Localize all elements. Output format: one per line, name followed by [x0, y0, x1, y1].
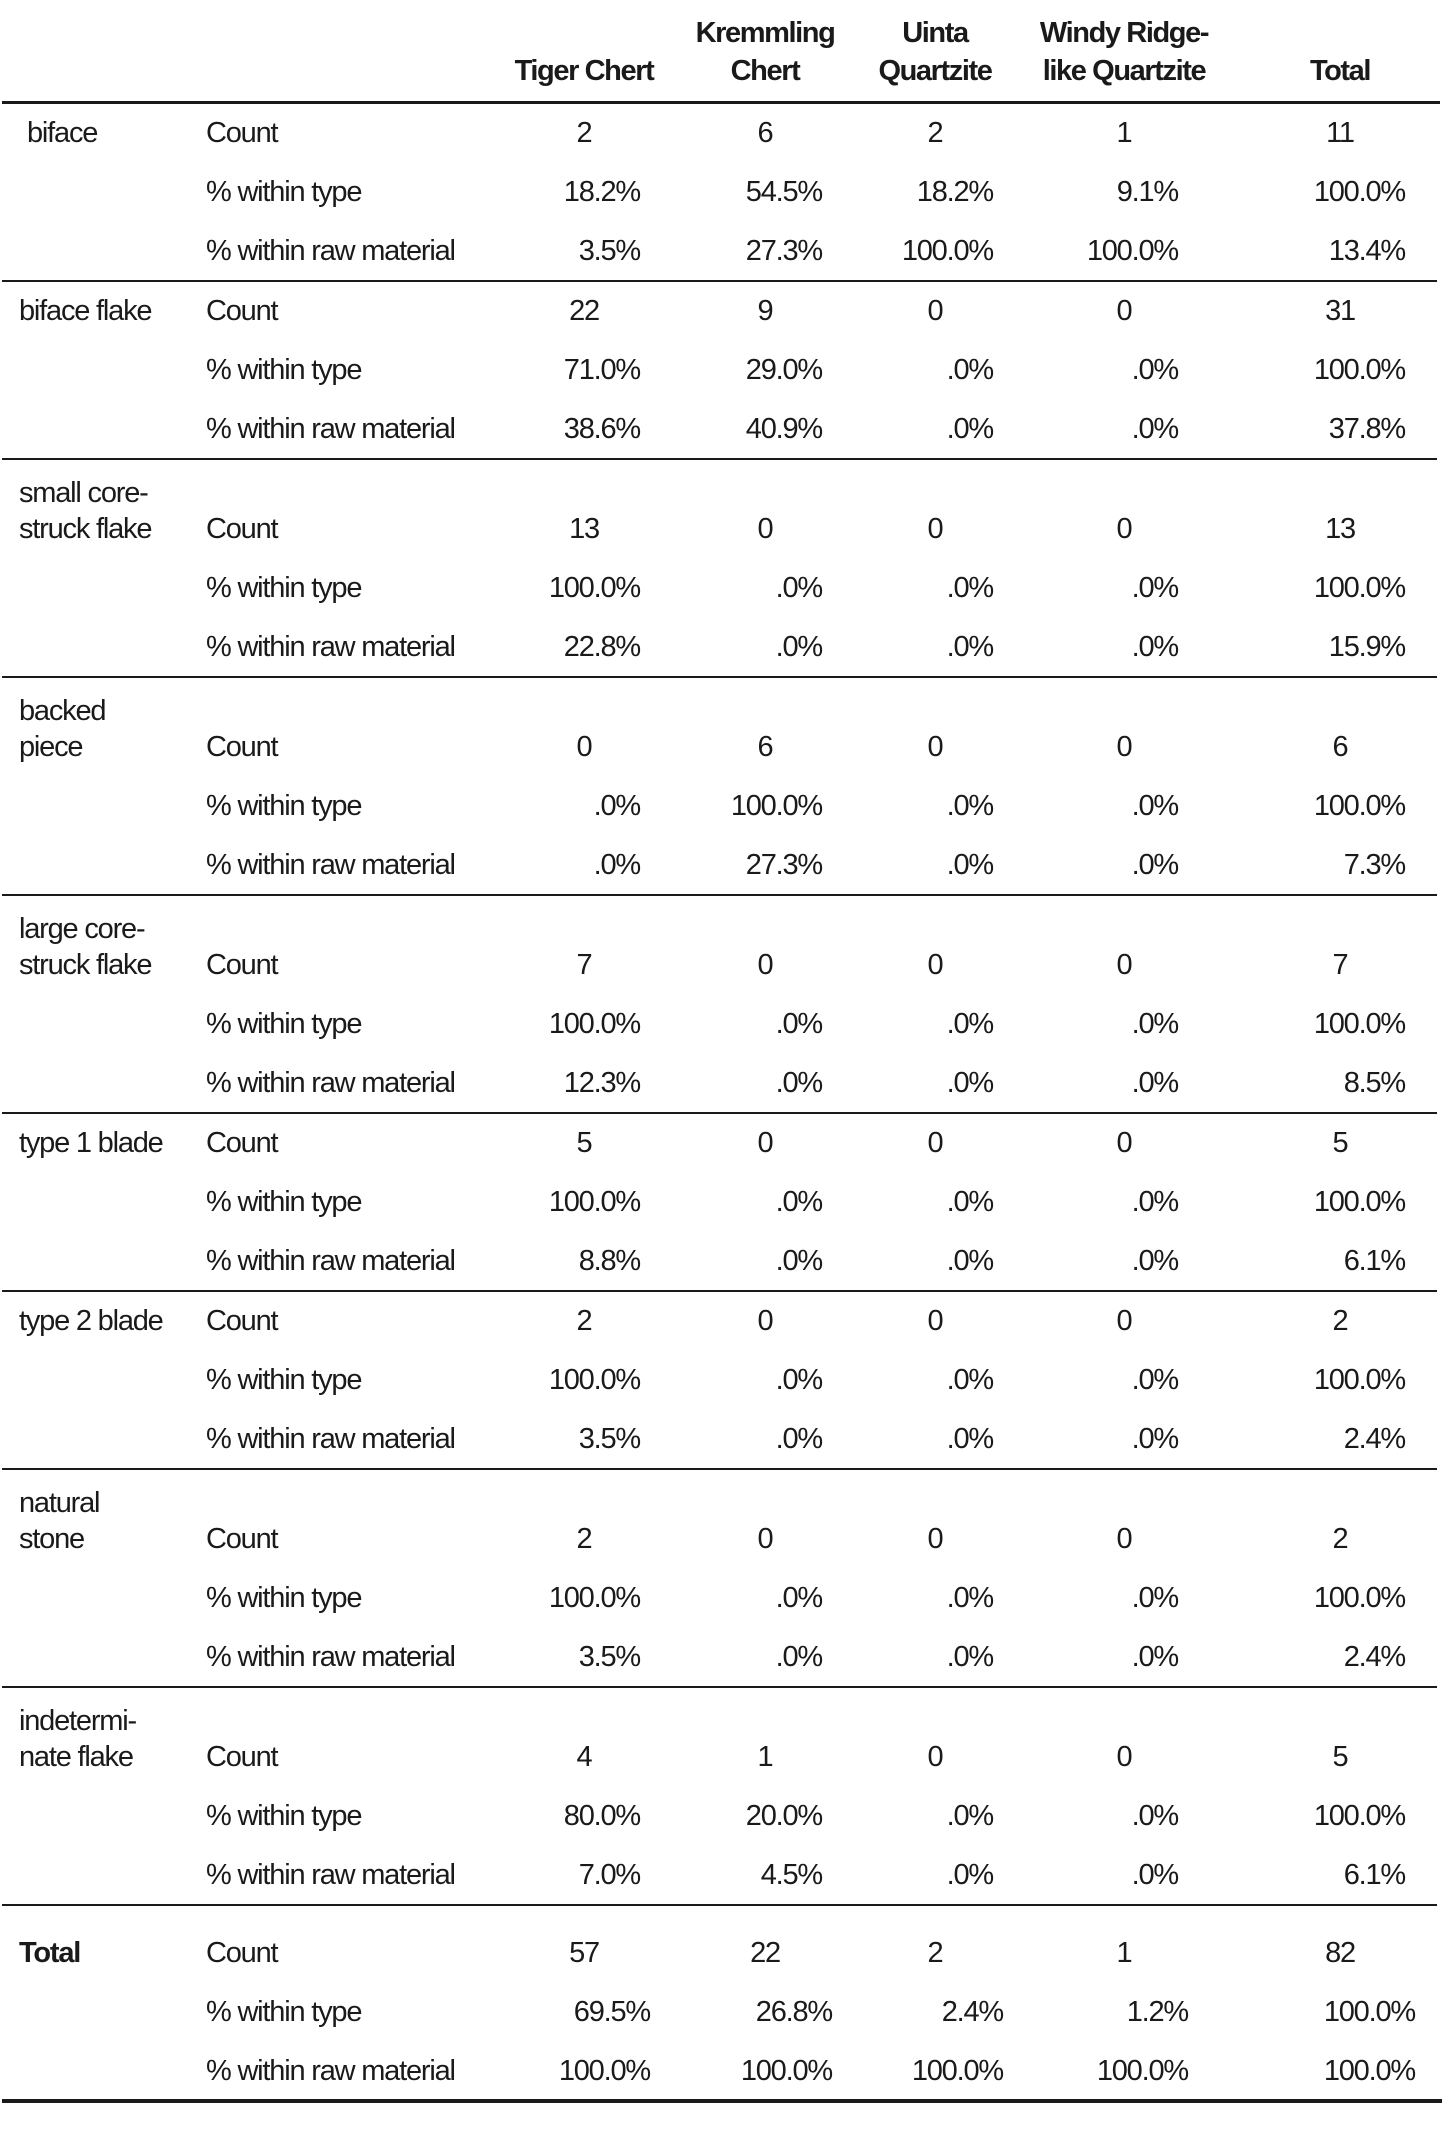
table-cell: 2	[1332, 1523, 1348, 1555]
table-cell: 2.4%	[1343, 1423, 1405, 1455]
table-cell: 100.0%	[911, 2055, 1003, 2087]
table-cell: 0	[927, 731, 943, 763]
table-cell: 0	[1116, 1523, 1132, 1555]
row-group-label: biface	[27, 117, 98, 149]
table-cell: 7.3%	[1343, 849, 1405, 881]
statistic-label: % within type	[206, 1186, 362, 1218]
table-cell: 13.4%	[1328, 235, 1405, 267]
statistic-label: Count	[206, 117, 278, 149]
table-cell: 1	[1116, 117, 1132, 149]
table-cell: .0%	[1131, 572, 1178, 604]
table-cell: .0%	[946, 1641, 993, 1673]
table-cell: 100.0%	[1313, 1582, 1405, 1614]
statistic-label: Count	[206, 731, 278, 763]
table-cell: .0%	[775, 1245, 822, 1277]
table-cell: 82	[1325, 1937, 1355, 1969]
row-group-label: biface flake	[19, 295, 152, 327]
table-cell: 0	[927, 1305, 943, 1337]
row-group-label: struck flake	[19, 949, 152, 981]
table-cell: 40.9%	[745, 413, 822, 445]
row-group-label: struck flake	[19, 513, 152, 545]
table-cell: 0	[757, 513, 773, 545]
table-cell: 100.0%	[1313, 176, 1405, 208]
table-cell: 100.0%	[1086, 235, 1178, 267]
table-cell: 2	[576, 1523, 592, 1555]
statistic-label: % within raw material	[206, 235, 455, 267]
table-cell: 6.1%	[1343, 1245, 1405, 1277]
statistic-label: % within type	[206, 1582, 362, 1614]
statistic-label: % within type	[206, 790, 362, 822]
table-cell: 2	[927, 1937, 943, 1969]
table-cell: 71.0%	[563, 354, 640, 386]
table-cell: 6	[757, 117, 773, 149]
statistic-label: % within raw material	[206, 1245, 455, 1277]
table-cell: 0	[1116, 949, 1132, 981]
table-cell: 100.0%	[1323, 2055, 1415, 2087]
row-group-label: small core-	[19, 477, 148, 509]
table-cell: 2	[576, 117, 592, 149]
group-separator	[2, 676, 1437, 678]
table-cell: .0%	[946, 1800, 993, 1832]
table-cell: 11	[1326, 117, 1354, 149]
statistic-label: % within type	[206, 354, 362, 386]
row-group-label: piece	[19, 731, 83, 763]
table-cell: 100.0%	[740, 2055, 832, 2087]
table-cell: .0%	[775, 1067, 822, 1099]
row-group-label: nate flake	[19, 1741, 133, 1773]
statistic-label: Count	[206, 1937, 278, 1969]
table-cell: 100.0%	[1313, 1800, 1405, 1832]
table-cell: 2	[576, 1305, 592, 1337]
row-group-label: large core-	[19, 913, 145, 945]
table-cell: .0%	[946, 572, 993, 604]
table-cell: .0%	[946, 1008, 993, 1040]
statistic-label: % within raw material	[206, 2055, 455, 2087]
table-cell: .0%	[946, 849, 993, 881]
table-cell: 0	[1116, 295, 1132, 327]
table-cell: 100.0%	[1313, 1008, 1405, 1040]
table-cell: 100.0%	[1313, 790, 1405, 822]
group-separator	[2, 894, 1437, 896]
table-cell: .0%	[1131, 1186, 1178, 1218]
table-cell: 27.3%	[745, 849, 822, 881]
table-cell: 0	[757, 1305, 773, 1337]
table-cell: 9	[757, 295, 773, 327]
group-separator	[2, 1468, 1437, 1470]
statistic-label: Count	[206, 1523, 278, 1555]
table-cell: 3.5%	[578, 1423, 640, 1455]
group-separator	[2, 1904, 1437, 1906]
table-cell: 27.3%	[745, 235, 822, 267]
table-cell: .0%	[1131, 1800, 1178, 1832]
header-rule	[2, 101, 1440, 104]
table-cell: 2.4%	[941, 1996, 1003, 2028]
table-cell: .0%	[946, 1186, 993, 1218]
table-cell: 100.0%	[1313, 354, 1405, 386]
statistic-label: Count	[206, 513, 278, 545]
table-cell: 100.0%	[1313, 1186, 1405, 1218]
table-cell: 54.5%	[745, 176, 822, 208]
table-cell: .0%	[946, 1364, 993, 1396]
table-cell: 26.8%	[755, 1996, 832, 2028]
table-cell: 0	[927, 513, 943, 545]
table-cell: 18.2%	[916, 176, 993, 208]
table-cell: 0	[757, 949, 773, 981]
column-header: Total	[1309, 55, 1371, 87]
table-cell: 100.0%	[901, 235, 993, 267]
table-cell: .0%	[775, 1186, 822, 1218]
table-cell: 22	[569, 295, 599, 327]
column-header: Chert	[730, 55, 800, 87]
column-header: Uinta	[902, 17, 968, 49]
table-cell: 4	[576, 1741, 592, 1773]
table-cell: .0%	[1131, 1641, 1178, 1673]
group-separator	[2, 458, 1437, 460]
statistic-label: % within type	[206, 1800, 362, 1832]
statistic-label: % within raw material	[206, 631, 455, 663]
statistic-label: Count	[206, 1305, 278, 1337]
statistic-label: Count	[206, 949, 278, 981]
table-cell: 31	[1325, 295, 1355, 327]
row-group-label: backed	[19, 695, 106, 727]
table-cell: 2.4%	[1343, 1641, 1405, 1673]
table-cell: 0	[927, 1523, 943, 1555]
table-cell: 12.3%	[563, 1067, 640, 1099]
table-bottom-rule	[2, 2099, 1442, 2103]
table-cell: 100.0%	[548, 1364, 640, 1396]
table-cell: .0%	[775, 1423, 822, 1455]
table-cell: 6.1%	[1343, 1859, 1405, 1891]
table-cell: 29.0%	[745, 354, 822, 386]
table-cell: .0%	[593, 790, 640, 822]
table-cell: 13	[569, 513, 599, 545]
table-cell: 5	[576, 1127, 592, 1159]
table-cell: 100.0%	[558, 2055, 650, 2087]
statistic-label: % within raw material	[206, 1641, 455, 1673]
statistic-label: % within type	[206, 176, 362, 208]
table-cell: 20.0%	[745, 1800, 822, 1832]
column-header: like Quartzite	[1042, 55, 1206, 87]
table-cell: .0%	[1131, 790, 1178, 822]
table-cell: 6	[1332, 731, 1348, 763]
group-separator	[2, 1686, 1437, 1688]
table-cell: 57	[569, 1937, 599, 1969]
table-cell: 0	[1116, 1127, 1132, 1159]
table-cell: 1	[1116, 1937, 1132, 1969]
table-cell: 100.0%	[1096, 2055, 1188, 2087]
table-cell: 0	[1116, 513, 1132, 545]
table-cell: 0	[757, 1127, 773, 1159]
table-cell: 0	[1116, 1305, 1132, 1337]
table-cell: 100.0%	[1313, 572, 1405, 604]
table-cell: 100.0%	[1323, 1996, 1415, 2028]
statistic-label: % within raw material	[206, 413, 455, 445]
table-cell: 2	[1332, 1305, 1348, 1337]
group-separator	[2, 1112, 1437, 1114]
table-cell: 69.5%	[573, 1996, 650, 2028]
statistic-label: % within type	[206, 1008, 362, 1040]
table-cell: 0	[1116, 731, 1132, 763]
table-cell: 7	[576, 949, 592, 981]
table-cell: .0%	[775, 572, 822, 604]
table-cell: 38.6%	[563, 413, 640, 445]
table-cell: 100.0%	[548, 572, 640, 604]
statistic-label: % within raw material	[206, 849, 455, 881]
table-cell: 22.8%	[563, 631, 640, 663]
table-cell: 0	[576, 731, 592, 763]
statistic-label: Count	[206, 295, 278, 327]
table-cell: .0%	[593, 849, 640, 881]
table-cell: 3.5%	[578, 235, 640, 267]
row-group-label: type 2 blade	[19, 1305, 163, 1337]
table-cell: .0%	[1131, 413, 1178, 445]
row-group-label: type 1 blade	[19, 1127, 163, 1159]
statistic-label: % within type	[206, 1996, 362, 2028]
table-cell: 13	[1325, 513, 1355, 545]
table-cell: 80.0%	[563, 1800, 640, 1832]
table-cell: 0	[1116, 1741, 1132, 1773]
table-cell: .0%	[946, 1245, 993, 1277]
table-cell: .0%	[1131, 1245, 1178, 1277]
table-cell: .0%	[946, 1423, 993, 1455]
group-separator	[2, 280, 1437, 282]
table-cell: 7.0%	[578, 1859, 640, 1891]
table-cell: .0%	[946, 1582, 993, 1614]
column-header: Kremmling	[695, 17, 835, 49]
table-cell: .0%	[775, 1008, 822, 1040]
table-cell: .0%	[1131, 1582, 1178, 1614]
statistic-label: % within raw material	[206, 1067, 455, 1099]
table-cell: .0%	[946, 790, 993, 822]
table-cell: 1.2%	[1126, 1996, 1188, 2028]
table-cell: .0%	[1131, 1067, 1178, 1099]
row-group-label: Total	[19, 1937, 81, 1969]
row-group-label: natural	[19, 1487, 100, 1519]
table-cell: .0%	[946, 413, 993, 445]
table-cell: 1	[757, 1741, 773, 1773]
table-cell: .0%	[1131, 849, 1178, 881]
table-cell: .0%	[1131, 631, 1178, 663]
table-cell: 0	[927, 949, 943, 981]
table-cell: 5	[1332, 1741, 1348, 1773]
table-cell: 2	[927, 117, 943, 149]
table-cell: 37.8%	[1328, 413, 1405, 445]
table-cell: 100.0%	[548, 1582, 640, 1614]
statistic-label: Count	[206, 1741, 278, 1773]
column-header: Windy Ridge-	[1039, 17, 1209, 49]
table-cell: .0%	[1131, 1364, 1178, 1396]
table-cell: 100.0%	[1313, 1364, 1405, 1396]
table-cell: 4.5%	[760, 1859, 822, 1891]
table-cell: 100.0%	[730, 790, 822, 822]
table-cell: .0%	[775, 1641, 822, 1673]
table-cell: 100.0%	[548, 1008, 640, 1040]
table-cell: 8.8%	[578, 1245, 640, 1277]
table-cell: .0%	[1131, 354, 1178, 386]
table-cell: 8.5%	[1343, 1067, 1405, 1099]
table-cell: .0%	[775, 1364, 822, 1396]
row-group-label: indetermi-	[19, 1705, 136, 1737]
table-cell: .0%	[775, 1582, 822, 1614]
table-cell: .0%	[1131, 1008, 1178, 1040]
table-cell: .0%	[775, 631, 822, 663]
statistic-label: % within type	[206, 1364, 362, 1396]
table-cell: 100.0%	[548, 1186, 640, 1218]
column-header: Tiger Chert	[514, 55, 654, 87]
group-separator	[2, 1290, 1437, 1292]
table-cell: 0	[757, 1523, 773, 1555]
statistic-label: % within raw material	[206, 1859, 455, 1891]
table-cell: 22	[750, 1937, 780, 1969]
table-cell: .0%	[946, 1067, 993, 1099]
table-cell: 18.2%	[563, 176, 640, 208]
table-cell: 9.1%	[1116, 176, 1178, 208]
statistic-label: Count	[206, 1127, 278, 1159]
table-cell: 6	[757, 731, 773, 763]
statistic-label: % within raw material	[206, 1423, 455, 1455]
table-cell: 3.5%	[578, 1641, 640, 1673]
table-cell: .0%	[1131, 1859, 1178, 1891]
table-cell: 15.9%	[1328, 631, 1405, 663]
table-cell: 5	[1332, 1127, 1348, 1159]
table-cell: 0	[927, 1127, 943, 1159]
table-cell: 0	[927, 1741, 943, 1773]
column-header: Quartzite	[878, 55, 992, 87]
table-cell: .0%	[1131, 1423, 1178, 1455]
table-cell: .0%	[946, 354, 993, 386]
row-group-label: stone	[19, 1523, 84, 1555]
table-cell: 0	[927, 295, 943, 327]
statistic-label: % within type	[206, 572, 362, 604]
table-cell: 7	[1332, 949, 1348, 981]
table-cell: .0%	[946, 631, 993, 663]
table-cell: .0%	[946, 1859, 993, 1891]
